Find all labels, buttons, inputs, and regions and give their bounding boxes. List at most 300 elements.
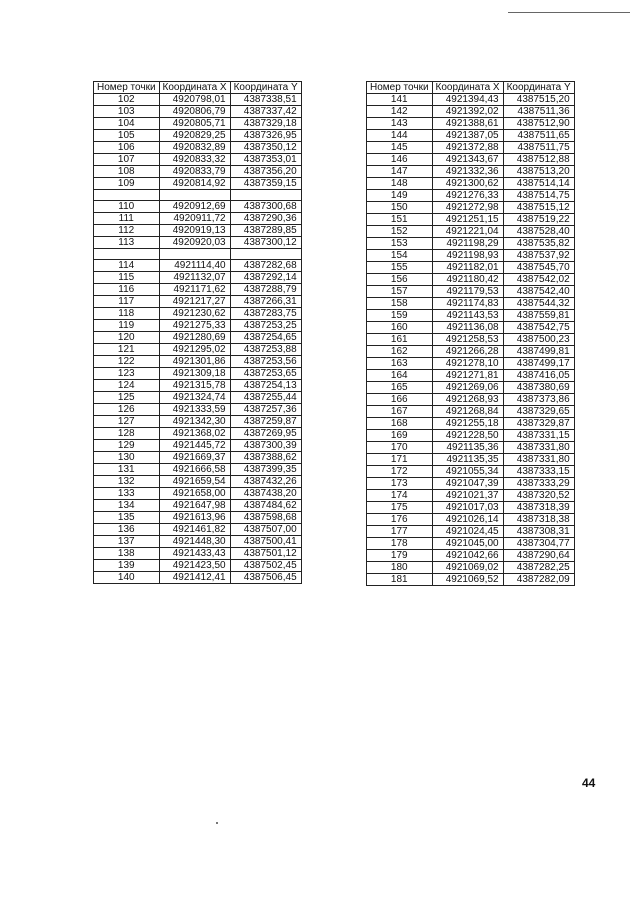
coordinate-x-cell: 4920919,13 xyxy=(159,225,230,237)
table-header-row xyxy=(94,82,302,94)
coordinate-x-cell: 4921324,74 xyxy=(159,392,230,404)
coordinate-y-cell: 4387432,26 xyxy=(230,476,301,488)
point-number-cell: 174 xyxy=(367,490,433,502)
point-number-cell: 152 xyxy=(367,226,433,238)
coordinate-y-cell: 4387359,15 xyxy=(230,178,301,190)
coordinate-x-cell: 4921272,98 xyxy=(432,202,503,214)
table-row xyxy=(367,382,575,394)
coordinate-x-cell: 4921669,37 xyxy=(159,452,230,464)
header-coordinate-y: Координата Y xyxy=(503,82,574,94)
coordinate-x-cell: 4921433,43 xyxy=(159,548,230,560)
table-row xyxy=(94,213,302,225)
table-row xyxy=(367,202,575,214)
point-number-cell: 126 xyxy=(94,404,160,416)
coordinate-x-cell: 4921180,42 xyxy=(432,274,503,286)
coordinate-x-cell: 4921069,52 xyxy=(432,574,503,586)
coordinate-x-cell: 4921658,00 xyxy=(159,488,230,500)
coordinate-y-cell: 4387253,65 xyxy=(230,368,301,380)
point-number-cell: 164 xyxy=(367,370,433,382)
coordinate-x-cell xyxy=(159,249,230,260)
coordinate-x-cell: 4921647,98 xyxy=(159,500,230,512)
point-number-cell: 118 xyxy=(94,308,160,320)
coordinate-y-cell: 4387318,38 xyxy=(503,514,574,526)
table-row xyxy=(367,562,575,574)
point-number-cell: 119 xyxy=(94,320,160,332)
coordinate-x-cell xyxy=(159,190,230,201)
point-number-cell: 133 xyxy=(94,488,160,500)
coordinate-y-cell: 4387300,68 xyxy=(230,201,301,213)
table-row xyxy=(367,286,575,298)
table-row xyxy=(94,237,302,249)
point-number-cell: 114 xyxy=(94,260,160,272)
coordinate-x-cell: 4921423,50 xyxy=(159,560,230,572)
coordinate-y-cell: 4387253,88 xyxy=(230,344,301,356)
header-coordinate-x: Координата X xyxy=(159,82,230,94)
point-number-cell: 168 xyxy=(367,418,433,430)
coordinate-y-cell: 4387254,65 xyxy=(230,332,301,344)
point-number-cell: 155 xyxy=(367,262,433,274)
table-row xyxy=(367,118,575,130)
coordinate-y-cell: 4387338,51 xyxy=(230,94,301,106)
point-number-cell: 120 xyxy=(94,332,160,344)
coordinate-x-cell: 4921228,50 xyxy=(432,430,503,442)
table-body xyxy=(94,94,302,584)
coordinate-y-cell: 4387253,25 xyxy=(230,320,301,332)
point-number-cell: 160 xyxy=(367,322,433,334)
coordinate-x-cell: 4921024,45 xyxy=(432,526,503,538)
table-row xyxy=(367,214,575,226)
table-row xyxy=(94,488,302,500)
point-number-cell: 148 xyxy=(367,178,433,190)
coordinate-y-cell: 4387535,82 xyxy=(503,238,574,250)
table-row xyxy=(94,380,302,392)
coordinate-y-cell: 4387514,75 xyxy=(503,190,574,202)
point-number-cell: 124 xyxy=(94,380,160,392)
coordinate-x-cell: 4920911,72 xyxy=(159,213,230,225)
coordinate-x-cell: 4921069,02 xyxy=(432,562,503,574)
point-number-cell: 128 xyxy=(94,428,160,440)
coordinate-y-cell: 4387514,14 xyxy=(503,178,574,190)
coordinate-y-cell: 4387269,95 xyxy=(230,428,301,440)
coordinate-x-cell: 4921045,00 xyxy=(432,538,503,550)
header-coordinate-y: Координата Y xyxy=(230,82,301,94)
coordinate-x-cell: 4921387,05 xyxy=(432,130,503,142)
table-row xyxy=(367,430,575,442)
coordinate-y-cell: 4387380,69 xyxy=(503,382,574,394)
table-row xyxy=(94,225,302,237)
coordinate-y-cell: 4387506,45 xyxy=(230,572,301,584)
table-row xyxy=(94,118,302,130)
table-row xyxy=(367,130,575,142)
coordinate-y-cell: 4387545,70 xyxy=(503,262,574,274)
coordinate-y-cell: 4387511,36 xyxy=(503,106,574,118)
point-number-cell: 135 xyxy=(94,512,160,524)
coordinate-x-cell: 4921309,18 xyxy=(159,368,230,380)
point-number-cell: 112 xyxy=(94,225,160,237)
coordinate-y-cell: 4387253,56 xyxy=(230,356,301,368)
table-body xyxy=(367,94,575,586)
coordinate-x-cell: 4920920,03 xyxy=(159,237,230,249)
point-number-cell: 113 xyxy=(94,237,160,249)
coordinate-x-cell: 4921026,14 xyxy=(432,514,503,526)
point-number-cell: 121 xyxy=(94,344,160,356)
table-row xyxy=(94,452,302,464)
table-row xyxy=(367,370,575,382)
point-number-cell: 163 xyxy=(367,358,433,370)
coordinate-y-cell: 4387259,87 xyxy=(230,416,301,428)
table-row xyxy=(94,296,302,308)
point-number-cell: 140 xyxy=(94,572,160,584)
point-number-cell: 110 xyxy=(94,201,160,213)
coordinate-y-cell: 4387388,62 xyxy=(230,452,301,464)
coordinate-x-cell: 4921047,39 xyxy=(432,478,503,490)
point-number-cell: 116 xyxy=(94,284,160,296)
coordinate-x-cell: 4921174,83 xyxy=(432,298,503,310)
coordinate-x-cell: 4921042,66 xyxy=(432,550,503,562)
point-number-cell: 138 xyxy=(94,548,160,560)
coordinate-x-cell: 4921132,07 xyxy=(159,272,230,284)
point-number-cell: 107 xyxy=(94,154,160,166)
coordinate-y-cell: 4387499,81 xyxy=(503,346,574,358)
table-row xyxy=(94,404,302,416)
point-number-cell: 171 xyxy=(367,454,433,466)
table-row xyxy=(367,106,575,118)
point-number-cell: 165 xyxy=(367,382,433,394)
coordinate-y-cell: 4387257,36 xyxy=(230,404,301,416)
point-number-cell: 159 xyxy=(367,310,433,322)
coordinate-x-cell: 4921266,28 xyxy=(432,346,503,358)
table-row xyxy=(94,201,302,213)
coordinate-y-cell: 4387501,12 xyxy=(230,548,301,560)
point-number-cell xyxy=(94,249,160,260)
coordinate-y-cell: 4387512,90 xyxy=(503,118,574,130)
coordinate-x-cell: 4920833,79 xyxy=(159,166,230,178)
coordinate-x-cell: 4921448,30 xyxy=(159,536,230,548)
point-number-cell: 104 xyxy=(94,118,160,130)
coordinate-y-cell: 4387373,86 xyxy=(503,394,574,406)
table-row xyxy=(94,500,302,512)
point-number-cell: 106 xyxy=(94,142,160,154)
coordinate-x-cell: 4921198,93 xyxy=(432,250,503,262)
coordinate-x-cell: 4920798,01 xyxy=(159,94,230,106)
coordinate-y-cell: 4387537,92 xyxy=(503,250,574,262)
table-row xyxy=(367,478,575,490)
coordinate-y-cell: 4387356,20 xyxy=(230,166,301,178)
point-number-cell: 105 xyxy=(94,130,160,142)
coordinate-y-cell: 4387304,77 xyxy=(503,538,574,550)
coordinate-x-cell: 4921135,36 xyxy=(432,442,503,454)
table-row xyxy=(367,442,575,454)
point-number-cell: 142 xyxy=(367,106,433,118)
coordinate-x-cell: 4921412,41 xyxy=(159,572,230,584)
table-row xyxy=(367,526,575,538)
coordinate-x-cell: 4921217,27 xyxy=(159,296,230,308)
coordinate-y-cell: 4387559,81 xyxy=(503,310,574,322)
coordinate-y-cell: 4387331,80 xyxy=(503,442,574,454)
table-row xyxy=(367,262,575,274)
coordinate-y-cell: 4387542,40 xyxy=(503,286,574,298)
header-point-number: Номер точки xyxy=(94,82,160,94)
coordinate-y-cell: 4387399,35 xyxy=(230,464,301,476)
table-row xyxy=(367,502,575,514)
point-number-cell: 172 xyxy=(367,466,433,478)
table-row xyxy=(367,334,575,346)
table-row xyxy=(367,346,575,358)
coordinate-y-cell: 4387331,15 xyxy=(503,430,574,442)
table-row xyxy=(94,392,302,404)
table-row xyxy=(367,394,575,406)
coordinate-y-cell: 4387502,45 xyxy=(230,560,301,572)
point-number-cell: 144 xyxy=(367,130,433,142)
coordinate-x-cell: 4921300,62 xyxy=(432,178,503,190)
coordinate-y-cell: 4387320,52 xyxy=(503,490,574,502)
coordinate-y-cell: 4387598,68 xyxy=(230,512,301,524)
point-number-cell: 125 xyxy=(94,392,160,404)
coordinate-y-cell: 4387282,09 xyxy=(503,574,574,586)
table-row xyxy=(94,272,302,284)
coordinate-x-cell: 4921268,84 xyxy=(432,406,503,418)
table-row xyxy=(367,538,575,550)
coordinate-x-cell: 4921461,82 xyxy=(159,524,230,536)
table-row xyxy=(367,298,575,310)
table-row xyxy=(94,332,302,344)
table-row xyxy=(94,190,302,201)
table-row xyxy=(94,260,302,272)
coordinate-y-cell: 4387255,44 xyxy=(230,392,301,404)
point-number-cell: 169 xyxy=(367,430,433,442)
coordinate-y-cell: 4387308,31 xyxy=(503,526,574,538)
point-number-cell: 167 xyxy=(367,406,433,418)
table-row xyxy=(94,368,302,380)
point-number-cell: 146 xyxy=(367,154,433,166)
coordinate-y-cell: 4387499,17 xyxy=(503,358,574,370)
point-number-cell: 115 xyxy=(94,272,160,284)
table-row xyxy=(367,154,575,166)
coordinate-x-cell: 4921372,88 xyxy=(432,142,503,154)
coordinate-x-cell: 4921143,53 xyxy=(432,310,503,322)
point-number-cell: 178 xyxy=(367,538,433,550)
coordinate-x-cell: 4921659,54 xyxy=(159,476,230,488)
coordinate-x-cell: 4921269,06 xyxy=(432,382,503,394)
coordinate-x-cell: 4920829,25 xyxy=(159,130,230,142)
point-number-cell: 111 xyxy=(94,213,160,225)
coordinate-y-cell: 4387333,29 xyxy=(503,478,574,490)
page-number: 44 xyxy=(582,776,596,790)
coordinate-y-cell: 4387528,40 xyxy=(503,226,574,238)
top-rule xyxy=(508,12,630,13)
point-number-cell: 153 xyxy=(367,238,433,250)
coordinate-y-cell: 4387254,13 xyxy=(230,380,301,392)
table-row xyxy=(367,418,575,430)
coordinate-x-cell: 4920832,89 xyxy=(159,142,230,154)
coordinate-x-cell: 4921221,04 xyxy=(432,226,503,238)
point-number-cell: 162 xyxy=(367,346,433,358)
coordinate-x-cell: 4921295,02 xyxy=(159,344,230,356)
coordinate-y-cell: 4387507,00 xyxy=(230,524,301,536)
coordinate-x-cell: 4920912,69 xyxy=(159,201,230,213)
coordinate-y-cell: 4387266,31 xyxy=(230,296,301,308)
point-number-cell: 109 xyxy=(94,178,160,190)
coordinate-x-cell: 4921198,29 xyxy=(432,238,503,250)
point-number-cell: 103 xyxy=(94,106,160,118)
coordinate-y-cell: 4387300,39 xyxy=(230,440,301,452)
coordinate-y-cell: 4387318,39 xyxy=(503,502,574,514)
coordinate-x-cell: 4921368,02 xyxy=(159,428,230,440)
point-number-cell: 139 xyxy=(94,560,160,572)
table-row xyxy=(367,466,575,478)
table-row xyxy=(94,130,302,142)
table-header-row xyxy=(367,82,575,94)
point-number-cell: 150 xyxy=(367,202,433,214)
table-row xyxy=(94,320,302,332)
coordinate-y-cell: 4387511,75 xyxy=(503,142,574,154)
coordinate-x-cell: 4921333,59 xyxy=(159,404,230,416)
coordinate-y-cell: 4387331,80 xyxy=(503,454,574,466)
table-row xyxy=(367,454,575,466)
point-number-cell: 122 xyxy=(94,356,160,368)
table-row xyxy=(367,514,575,526)
point-number-cell: 173 xyxy=(367,478,433,490)
coordinate-x-cell: 4921275,33 xyxy=(159,320,230,332)
table-row xyxy=(367,322,575,334)
coordinate-y-cell: 4387282,25 xyxy=(503,562,574,574)
point-number-cell: 181 xyxy=(367,574,433,586)
coordinate-y-cell: 4387511,65 xyxy=(503,130,574,142)
point-number-cell: 166 xyxy=(367,394,433,406)
table-row xyxy=(94,524,302,536)
coordinate-y-cell: 4387288,79 xyxy=(230,284,301,296)
coordinate-x-cell: 4921182,01 xyxy=(432,262,503,274)
header-point-number: Номер точки xyxy=(367,82,433,94)
point-number-cell: 143 xyxy=(367,118,433,130)
coordinate-y-cell: 4387289,85 xyxy=(230,225,301,237)
table-row xyxy=(94,536,302,548)
point-number-cell: 177 xyxy=(367,526,433,538)
point-number-cell: 161 xyxy=(367,334,433,346)
header-coordinate-x: Координата X xyxy=(432,82,503,94)
coordinate-y-cell: 4387329,18 xyxy=(230,118,301,130)
coordinate-x-cell: 4921613,96 xyxy=(159,512,230,524)
coordinate-x-cell: 4921315,78 xyxy=(159,380,230,392)
point-number-cell: 145 xyxy=(367,142,433,154)
table-row xyxy=(94,356,302,368)
table-row xyxy=(367,142,575,154)
point-number-cell: 179 xyxy=(367,550,433,562)
point-number-cell: 136 xyxy=(94,524,160,536)
point-number-cell: 149 xyxy=(367,190,433,202)
coordinate-y-cell: 4387513,20 xyxy=(503,166,574,178)
table-row xyxy=(367,490,575,502)
table-row xyxy=(94,572,302,584)
point-number-cell xyxy=(94,190,160,201)
table-row xyxy=(94,548,302,560)
point-number-cell: 123 xyxy=(94,368,160,380)
table-row xyxy=(367,574,575,586)
coordinate-x-cell: 4920814,92 xyxy=(159,178,230,190)
table-row xyxy=(367,406,575,418)
coordinate-y-cell: 4387292,14 xyxy=(230,272,301,284)
coordinate-x-cell: 4920833,32 xyxy=(159,154,230,166)
coordinate-y-cell: 4387515,12 xyxy=(503,202,574,214)
table-row xyxy=(367,226,575,238)
table-row xyxy=(94,249,302,260)
table-row xyxy=(367,274,575,286)
coordinate-y-cell: 4387290,36 xyxy=(230,213,301,225)
coordinates-table-left xyxy=(93,81,302,584)
coordinate-x-cell: 4921135,35 xyxy=(432,454,503,466)
coordinate-x-cell: 4921278,10 xyxy=(432,358,503,370)
table-row xyxy=(94,512,302,524)
coordinate-x-cell: 4921230,62 xyxy=(159,308,230,320)
coordinate-x-cell: 4921171,62 xyxy=(159,284,230,296)
table-row xyxy=(94,106,302,118)
coordinate-x-cell: 4921332,36 xyxy=(432,166,503,178)
coordinate-y-cell: 4387329,65 xyxy=(503,406,574,418)
coordinate-y-cell: 4387515,20 xyxy=(503,94,574,106)
point-number-cell: 117 xyxy=(94,296,160,308)
point-number-cell: 156 xyxy=(367,274,433,286)
table-row xyxy=(94,154,302,166)
table-row xyxy=(367,190,575,202)
table-row xyxy=(94,560,302,572)
table-row xyxy=(367,94,575,106)
point-number-cell: 158 xyxy=(367,298,433,310)
coordinate-x-cell: 4921114,40 xyxy=(159,260,230,272)
table-row xyxy=(94,344,302,356)
coordinate-x-cell: 4921255,18 xyxy=(432,418,503,430)
table-row xyxy=(94,166,302,178)
table-row xyxy=(367,250,575,262)
coordinates-table-right xyxy=(366,81,575,586)
coordinate-x-cell: 4921342,30 xyxy=(159,416,230,428)
coordinate-x-cell: 4921388,61 xyxy=(432,118,503,130)
table-row xyxy=(94,428,302,440)
point-number-cell: 154 xyxy=(367,250,433,262)
point-number-cell: 102 xyxy=(94,94,160,106)
coordinate-y-cell: 4387416,05 xyxy=(503,370,574,382)
point-number-cell: 134 xyxy=(94,500,160,512)
table-row xyxy=(94,416,302,428)
coordinate-x-cell: 4921666,58 xyxy=(159,464,230,476)
coordinate-x-cell: 4921271,81 xyxy=(432,370,503,382)
coordinate-y-cell: 4387329,87 xyxy=(503,418,574,430)
point-number-cell: 127 xyxy=(94,416,160,428)
coordinate-x-cell: 4921017,03 xyxy=(432,502,503,514)
point-number-cell: 175 xyxy=(367,502,433,514)
coordinate-x-cell: 4921394,43 xyxy=(432,94,503,106)
coordinate-y-cell xyxy=(230,249,301,260)
point-number-cell: 131 xyxy=(94,464,160,476)
coordinate-y-cell: 4387484,62 xyxy=(230,500,301,512)
table-row xyxy=(94,308,302,320)
table-row xyxy=(94,284,302,296)
table-row xyxy=(94,178,302,190)
coordinate-y-cell: 4387500,23 xyxy=(503,334,574,346)
coordinate-x-cell: 4921055,34 xyxy=(432,466,503,478)
coordinate-y-cell: 4387350,12 xyxy=(230,142,301,154)
coordinate-x-cell: 4921276,33 xyxy=(432,190,503,202)
coordinate-y-cell: 4387544,32 xyxy=(503,298,574,310)
coordinate-y-cell: 4387542,75 xyxy=(503,322,574,334)
point-number-cell: 151 xyxy=(367,214,433,226)
coordinate-x-cell: 4921392,02 xyxy=(432,106,503,118)
coordinate-y-cell: 4387512,88 xyxy=(503,154,574,166)
table-row xyxy=(94,94,302,106)
table-row xyxy=(367,238,575,250)
point-number-cell: 141 xyxy=(367,94,433,106)
coordinate-y-cell: 4387300,12 xyxy=(230,237,301,249)
coordinate-y-cell: 4387337,42 xyxy=(230,106,301,118)
